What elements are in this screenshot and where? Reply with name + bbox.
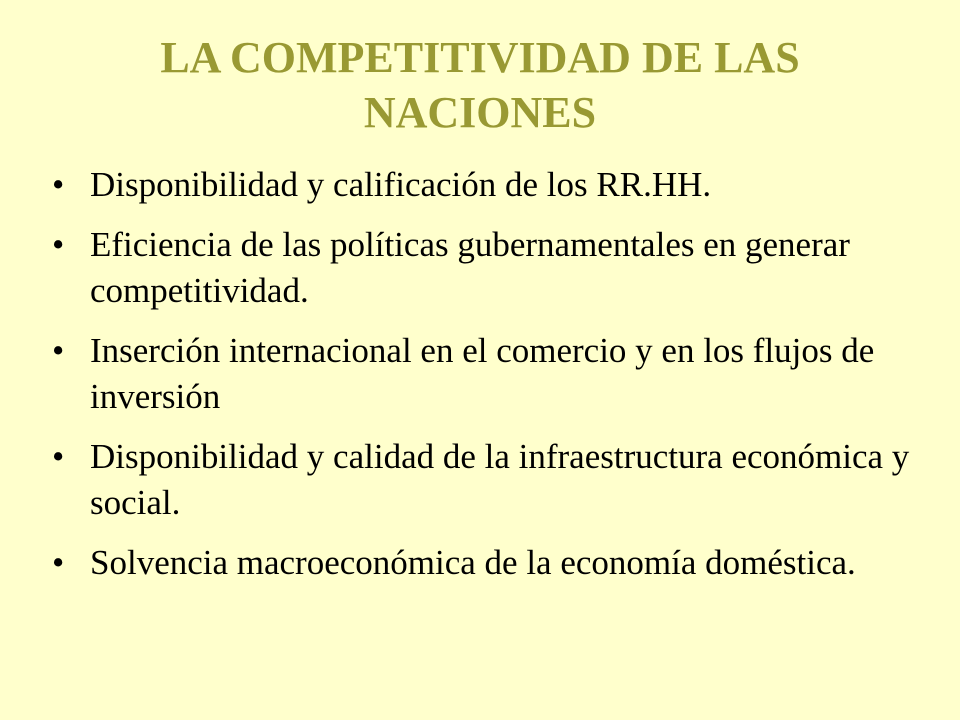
bullet-text: Disponibilidad y calidad de la infraestructura económica y social. (90, 437, 910, 522)
bullet-item (52, 328, 912, 420)
bullet-text: Disponibilidad y calificación de los RR.HH. (90, 165, 712, 204)
bullet-dot-icon: • (52, 543, 65, 582)
slide-title: LA COMPETITIVIDAD DE LAS NACIONES (160, 33, 800, 137)
bullet-item (52, 222, 912, 314)
bullet-dot-icon: • (52, 225, 65, 264)
bullet-list (52, 162, 912, 600)
bullet-dot-icon: • (52, 437, 65, 476)
bullet-text: Solvencia macroeconómica de la economía doméstica. (90, 543, 856, 582)
bullet-item (52, 540, 912, 586)
bullet-text: Inserción internacional en el comercio y en los flujos de inversión (90, 331, 875, 416)
bullet-item (52, 434, 912, 526)
bullet-dot-icon: • (52, 165, 65, 204)
bullet-item (52, 162, 912, 208)
bullet-text: Eficiencia de las políticas gubernamentales en generar competitividad. (90, 225, 850, 310)
bullet-dot-icon: • (52, 331, 65, 370)
